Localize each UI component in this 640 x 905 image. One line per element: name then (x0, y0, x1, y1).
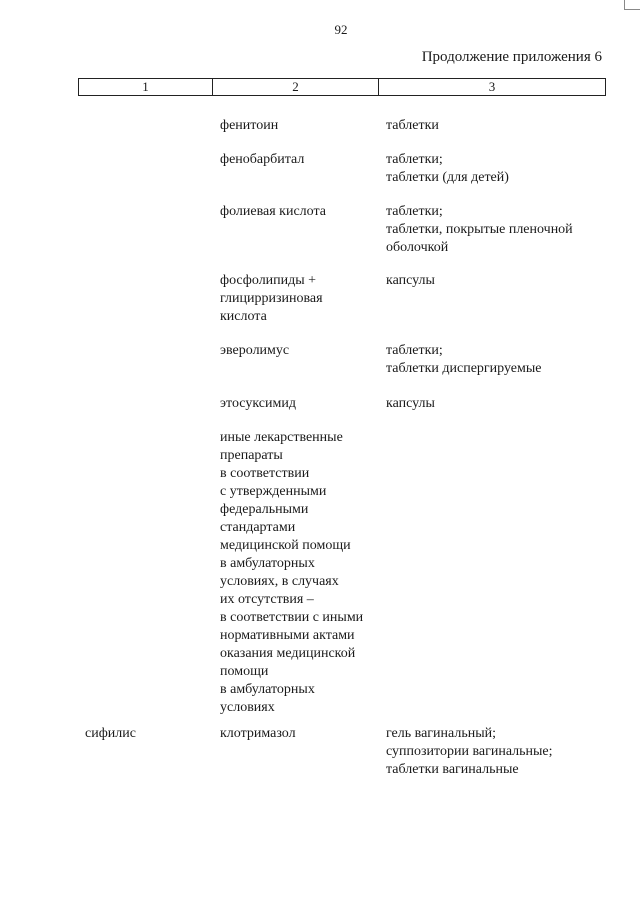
continuation-caption: Продолжение приложения 6 (421, 49, 602, 65)
column-header-2: 2 (292, 79, 299, 94)
drug-name-cell (220, 725, 380, 743)
drug-name-cell (220, 151, 380, 169)
column-header-3: 3 (488, 79, 496, 94)
drug-name-line: клотримазол (220, 726, 296, 741)
drug-name-line: препараты (220, 448, 283, 463)
drug-name-line: нормативными актами (220, 628, 355, 643)
drug-name-cell (220, 272, 380, 326)
dosage-form-line: таблетки; (386, 152, 443, 167)
drug-name-line: федеральными (220, 502, 309, 517)
drug-name-line: в соответствии (220, 466, 310, 481)
drug-name-line: в амбулаторных (220, 682, 315, 697)
drug-name-line: оказания медицинской (220, 646, 356, 661)
dosage-form-line: таблетки вагинальные (386, 762, 519, 777)
drug-name-line: фолиевая кислота (220, 204, 326, 219)
drug-name-cell (220, 117, 380, 135)
drug-name-line: фенитоин (220, 118, 279, 133)
drug-name-line: условиях (220, 700, 275, 715)
dosage-form-cell (386, 203, 601, 257)
drug-name-cell (220, 342, 380, 360)
drug-name-line: медицинской помощи (220, 538, 351, 553)
dosage-form-cell (386, 117, 601, 135)
dosage-form-cell (386, 725, 601, 779)
dosage-form-line: таблетки; (386, 343, 443, 358)
drug-name-line: условиях, в случаях (220, 574, 339, 589)
drug-name-line: эверолимус (220, 343, 290, 358)
drug-name-cell (220, 203, 380, 221)
drug-name-line: иные лекарственные (220, 430, 343, 445)
dosage-form-cell (386, 272, 601, 290)
drug-name-line: с утвержденными (220, 484, 327, 499)
column-header-1: 1 (142, 79, 149, 94)
drug-name-line: их отсутствия – (220, 592, 314, 607)
dosage-form-cell (386, 395, 601, 413)
dosage-form-line: таблетки диспергируемые (386, 361, 542, 376)
drug-name-line: в соответствии с иными (220, 610, 364, 625)
drug-name-cell (220, 395, 380, 413)
dosage-form-line: гель вагинальный; (386, 726, 496, 741)
dosage-form-line: оболочкой (386, 240, 449, 255)
disease-name-cell: сифилис (85, 726, 136, 741)
drug-name-line: этосуксимид (220, 396, 296, 411)
page-number: 92 (334, 22, 348, 37)
scan-corner-mark (624, 0, 640, 10)
dosage-form-line: капсулы (386, 273, 435, 288)
dosage-form-line: таблетки; (386, 204, 443, 219)
drug-name-line: глицирризиновая (220, 291, 323, 306)
dosage-form-cell (386, 342, 601, 378)
dosage-form-line: капсулы (386, 396, 435, 411)
dosage-form-cell (386, 151, 601, 187)
dosage-form-line: таблетки, покрытые пленочной (386, 222, 573, 237)
drug-name-line: стандартами (220, 520, 296, 535)
drug-name-line: кислота (220, 309, 267, 324)
dosage-form-line: таблетки (386, 118, 439, 133)
dosage-form-line: таблетки (для детей) (386, 170, 509, 185)
drug-name-line: фенобарбитал (220, 152, 305, 167)
drug-name-line: в амбулаторных (220, 556, 315, 571)
drug-name-line: фосфолипиды + (220, 273, 317, 288)
table-header-bottom-border (78, 95, 606, 96)
dosage-form-line: суппозитории вагинальные; (386, 744, 553, 759)
table-header-right-border (605, 78, 606, 95)
drug-name-line: помощи (220, 664, 269, 679)
drug-name-cell (220, 429, 380, 717)
